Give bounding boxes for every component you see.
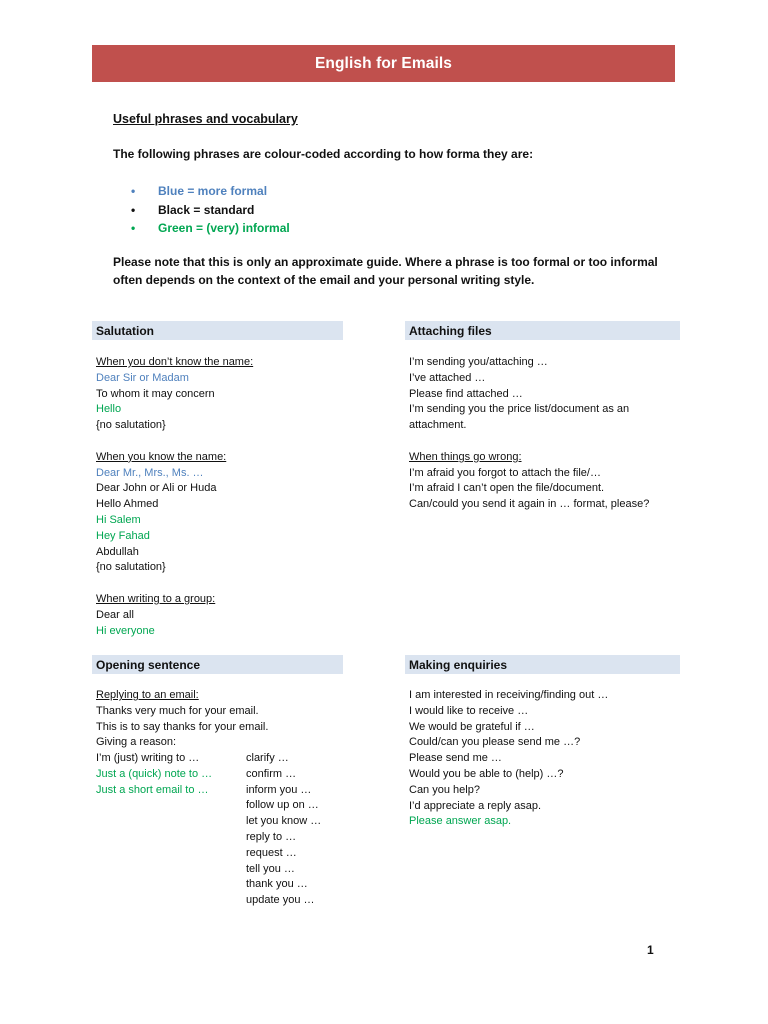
attaching-files-header: Attaching files (405, 321, 680, 340)
verb-item: let you know … (246, 815, 322, 828)
phrase-line: Hello Ahmed (96, 498, 159, 511)
phrase-line: Hi everyone (96, 624, 155, 637)
phrase-line: Please find attached … (409, 387, 523, 400)
spacer (409, 434, 649, 450)
phrase-line: Just a short email to … (96, 783, 209, 796)
making-enquiries-header: Making enquiries (405, 655, 680, 674)
legend-item-standard: • Black = standard (113, 201, 290, 220)
phrase-line: Dear Sir or Madam (96, 371, 189, 384)
phrase-line: Giving a reason: (96, 736, 177, 749)
phrase-line: I’m sending you/attaching … (409, 356, 548, 368)
salutation-phrases (96, 355, 253, 639)
opening-sentence-header: Opening sentence (92, 655, 343, 674)
phrase-line: Could/can you please send me …? (409, 736, 581, 749)
page-number: 1 (647, 943, 654, 957)
attaching-files-phrases (409, 355, 649, 513)
phrase-line: I would like to receive … (409, 704, 529, 717)
legend-item-informal: • Green = (very) informal (113, 219, 290, 238)
phrase-line: Abdullah (96, 545, 139, 558)
legend-item-formal: • Blue = more formal (113, 182, 290, 201)
phrase-line: Would you be able to (help) …? (409, 767, 564, 780)
subheading: When you don’t know the name: (96, 356, 254, 368)
subheading: When things go wrong: (409, 450, 522, 463)
verb-item: clarify … (246, 752, 289, 764)
phrase-line: I’m afraid I can’t open the file/document. (409, 482, 605, 495)
usage-note: Please note that this is only an approximate guide. Where a phrase is too formal or too informal often depends on the context of the email and your personal writing style. (113, 255, 658, 287)
phrase-line: Hi Salem (96, 513, 141, 526)
phrase-line: {no salutation} (96, 561, 166, 574)
salutation-header: Salutation (92, 321, 343, 340)
phrase-line: Can/could you send it again in … format, please? (409, 498, 650, 511)
phrase-line: Please answer asap. (409, 815, 512, 828)
phrase-line: attachment. (409, 419, 467, 432)
intro-text: The following phrases are colour-coded according to how forma they are: (113, 147, 534, 161)
phrase-line: {no salutation} (96, 419, 166, 432)
spacer (96, 434, 253, 450)
verb-item: tell you … (246, 862, 295, 875)
verb-item: update you … (246, 894, 315, 907)
phrase-line: I’d appreciate a reply asap. (409, 799, 542, 812)
bullet-icon: • (131, 221, 136, 236)
verb-item: follow up on … (246, 799, 319, 812)
phrase-line: Please send me … (409, 752, 502, 765)
phrase-line: I am interested in receiving/finding out … (409, 689, 609, 701)
phrase-line: Dear Mr., Mrs., Ms. … (96, 466, 204, 479)
phrase-line: Can you help? (409, 783, 480, 796)
phrase-line: Dear John or Ali or Huda (96, 482, 217, 495)
subheading: When you know the name: (96, 450, 227, 463)
phrase-line: Hello (96, 403, 122, 416)
verb-item: thank you … (246, 878, 308, 891)
color-legend (113, 182, 290, 238)
verb-item: reply to … (246, 830, 297, 843)
making-enquiries-phrases (409, 688, 608, 830)
document-title: English for Emails (92, 45, 675, 82)
phrase-line: Thanks very much for your email. (96, 704, 259, 717)
subheading: Replying to an email: (96, 689, 199, 701)
phrase-line: Just a (quick) note to … (96, 767, 213, 780)
opening-sentence-phrases (96, 688, 268, 799)
phrase-line: Hey Fahad (96, 529, 150, 542)
phrase-line: To whom it may concern (96, 387, 215, 400)
phrase-line: Dear all (96, 608, 134, 621)
phrase-line: We would be grateful if … (409, 720, 535, 733)
section-heading: Useful phrases and vocabulary (113, 112, 298, 126)
verb-item: request … (246, 846, 297, 859)
phrase-line: I’m sending you the price list/document as an (409, 403, 630, 416)
verb-item: confirm … (246, 767, 297, 780)
spacer (96, 576, 253, 592)
verb-item: inform you … (246, 783, 312, 796)
bullet-icon: • (131, 184, 136, 199)
phrase-line: I’m (just) writing to … (96, 752, 200, 765)
bullet-icon: • (131, 202, 136, 217)
phrase-line: I’m afraid you forgot to attach the file/… (409, 466, 601, 479)
phrase-line: I’ve attached … (409, 371, 486, 384)
phrase-line: This is to say thanks for your email. (96, 720, 269, 733)
opening-verbs-list (246, 751, 321, 909)
subheading: When writing to a group: (96, 592, 216, 605)
